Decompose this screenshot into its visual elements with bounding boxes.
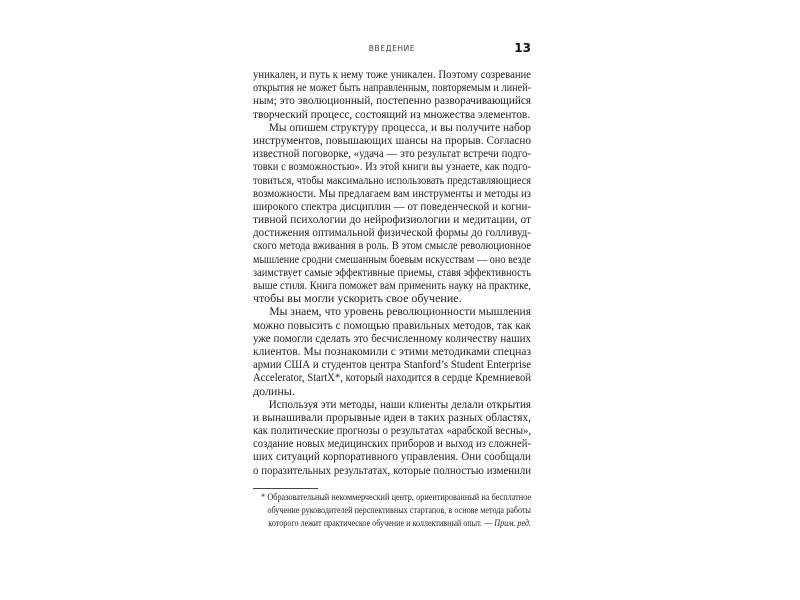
text-line: творческий процесс, состоящий из множества элементов. xyxy=(253,106,531,121)
footnote-line xyxy=(261,504,531,517)
text-line: ского метода вживания в роль. В этом смысле революционное xyxy=(253,238,531,253)
editor-note-mark: Прим. ред. xyxy=(494,518,531,528)
footnote-text: которого лежит практическое обучение и коллективный опыт. — xyxy=(268,518,493,528)
book-page xyxy=(253,0,531,600)
text-line: ным; это эволюционный, постепенно разворачивающийся xyxy=(253,93,531,108)
footnote xyxy=(261,491,531,530)
footnote-rule xyxy=(253,488,318,489)
text-line: инструментов, повышающих шансы на прорыв. Согласно xyxy=(253,132,531,147)
running-head xyxy=(253,42,531,56)
text-line: Используя эти методы, наши клиенты делали открытия xyxy=(268,396,531,411)
text-line: долины. xyxy=(253,383,295,398)
text-line: о поразительных результатах, которые полностью изменили xyxy=(253,462,531,477)
text-line: возможности. Мы предлагаем вам инструменты и методы из xyxy=(253,185,531,200)
text-line: товки с возможностью». Из этой книги вы узнаете, как подго- xyxy=(253,159,531,174)
text-line: уникален, и путь к нему тоже уникален. Поэтому созревание xyxy=(253,67,531,81)
text-line: ших ситуаций корпоративного управления. Они сообщали xyxy=(253,449,531,464)
body-text xyxy=(253,68,531,477)
footnote-line xyxy=(261,491,531,504)
text-line: широкого спектра дисциплин — от поведенческой и когни- xyxy=(253,198,531,213)
text-line: можно повысить с помощью правильных методов, так как xyxy=(253,317,531,332)
text-line: достижения оптимальной физической формы до голливуд- xyxy=(253,225,531,240)
footnote-text: * Образовательный некоммерческий центр, ориентированный на бесплатное xyxy=(261,492,531,502)
text-line: создание новых медицинских приборов и выход из сложней- xyxy=(253,436,531,451)
footnote-text: обучение руководителей перспективных стартапов, в основе метода работы xyxy=(267,505,531,515)
text-line: Мы знаем, что уровень революционности мышления xyxy=(269,304,531,319)
text-line: тивной психологии до нейрофизиологии и медитации, от xyxy=(253,212,531,227)
text-line: известной поговорке, «удача — это результат встречи подго- xyxy=(253,146,531,161)
paragraph xyxy=(253,121,531,306)
paragraph xyxy=(253,68,531,121)
chapter-title: ВВЕДЕНИЕ xyxy=(368,44,416,53)
text-line: и вынашивали прорывные идеи в таких разных областях, xyxy=(253,409,531,424)
text-line: клиентов. Мы познакомили с этими методиками спецназ xyxy=(253,343,531,358)
text-line: выше стиля. Книга поможет вам применить науку на практике, xyxy=(253,278,531,292)
text-line: чтобы вы могли ускорить свое обучение. xyxy=(253,291,462,306)
footnote-line xyxy=(261,517,531,530)
text-line: заимствует самые эффективные приемы, ставя эффективность xyxy=(253,264,531,279)
paragraph xyxy=(253,398,531,477)
paragraph xyxy=(253,305,531,397)
text-line: Accelerator, StartX*, который находится в сердце Кремниевой xyxy=(253,370,531,385)
page-number: 13 xyxy=(514,41,531,55)
text-line: уже помогли сделать это бесчисленному количеству наших xyxy=(253,330,531,345)
text-line: открытия не может быть направленным, повторяемым и линей- xyxy=(253,80,531,95)
text-line: как политические прогнозы о результатах «арабской весны», xyxy=(253,423,531,438)
text-line: мышление сродни смешанным боевым искусствам — оно везде xyxy=(253,251,531,266)
text-line: товиться, чтобы максимально использовать представляющиеся xyxy=(253,172,531,187)
text-line: Мы опишем структуру процесса, и вы получите набор xyxy=(268,119,531,134)
text-line: армии США и студентов центра Stanford’s Student Enterprise xyxy=(253,357,531,372)
